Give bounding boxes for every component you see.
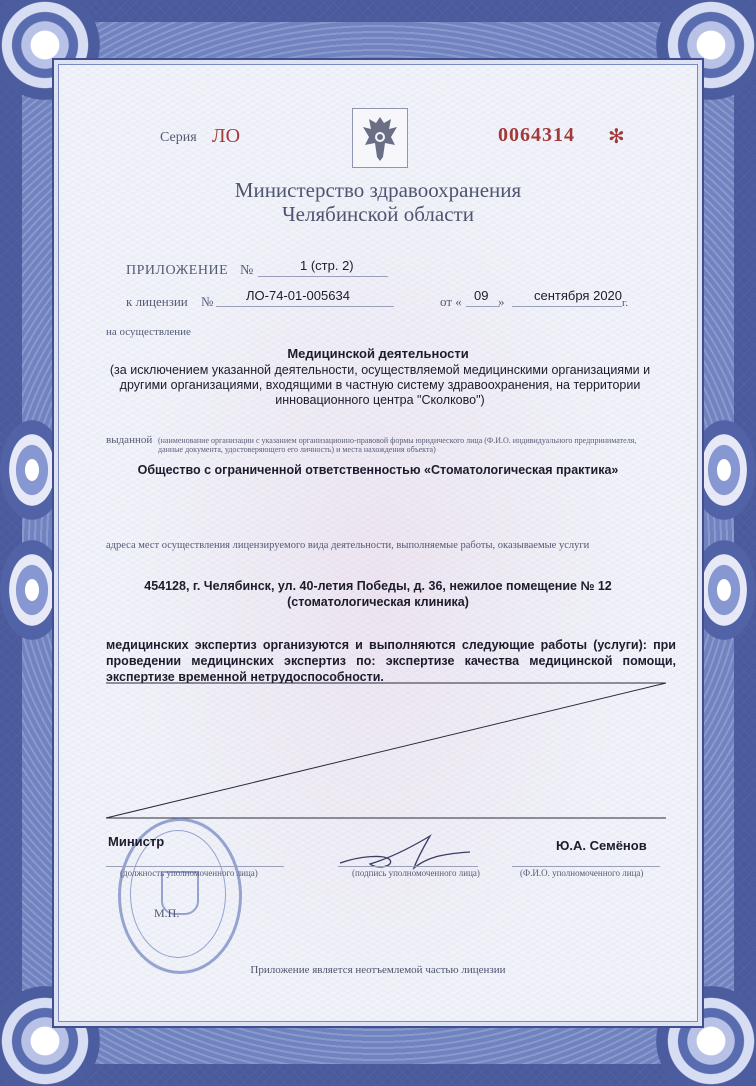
issued-label: выданной: [106, 434, 153, 446]
license-form-number: 0064314: [498, 124, 575, 146]
license-date-from-label: от «: [440, 294, 462, 309]
signatory-name: Ю.А. Семёнов: [556, 838, 647, 853]
license-date-close-quote: »: [498, 294, 505, 309]
license-date-month-year: сентября 2020: [534, 288, 623, 303]
address-line1: 454128, г. Челябинск, ул. 40-летия Победы, д. 36, нежилое помещение № 12: [144, 579, 612, 593]
footer-note: Приложение является неотъемлемой частью лицензии: [250, 964, 506, 976]
organization-name: Общество с ограниченной ответственностью «Стоматологическая практика»: [137, 463, 619, 477]
activity-title: Медицинской деятельности: [287, 346, 469, 361]
appendix-number-sign: №: [240, 263, 254, 278]
address-line2: (стоматологическая клиника): [287, 595, 469, 609]
stamp-place-label: М.П.: [154, 906, 180, 920]
position-underline: [106, 866, 284, 867]
signature-underline: [338, 866, 478, 867]
license-number-sign: №: [201, 294, 214, 309]
address-label: адреса мест осуществления лицензируемого вида деятельности, выполняемые работы, оказываемые услуги: [106, 540, 590, 551]
license-date-day: 09: [474, 288, 489, 303]
number-mark-icon: ✻: [608, 124, 625, 148]
authority-line2: Челябинской области: [282, 202, 474, 226]
appendix-value: 1 (стр. 2): [300, 258, 354, 273]
activity-description: (за исключением указанной деятельности, осуществляемой медицинскими организациями и другими организациями, входящими в частную систему здравоохранения, на территории инновационного центра "Сколково"): [109, 363, 651, 407]
series-value: ЛО: [212, 125, 241, 147]
authority-line1: Министерство здравоохранения: [234, 178, 522, 202]
works-text: медицинских экспертиз организуются и выполняются следующие работы (услуги): при проведении медицинских экспертиз по: экспертизе качества медицинской помощи, экспертизе временной нетрудоспособности.: [106, 638, 676, 684]
license-number: ЛО-74-01-005634: [246, 288, 350, 303]
name-hint: (Ф.И.О. уполномоченного лица): [520, 868, 644, 878]
appendix-label: ПРИЛОЖЕНИЕ: [126, 263, 229, 278]
position-hint: (должность уполномоченного лица): [120, 868, 258, 878]
signatory-position: Министр: [108, 834, 165, 849]
license-year-suffix: г.: [622, 297, 629, 309]
series-label: Серия: [160, 130, 197, 145]
issued-hint: (наименование организации с указанием организационно-правовой формы юридического лица (Ф.И.О. индивидуального предпринимателя, данные документа, удостоверяющего его личность) и места нахождения объекта): [158, 436, 637, 454]
activity-label: на осуществление: [106, 326, 191, 338]
name-underline: [512, 866, 660, 867]
license-label: к лицензии: [126, 294, 188, 309]
signature-hint: (подпись уполномоченного лица): [352, 868, 480, 878]
